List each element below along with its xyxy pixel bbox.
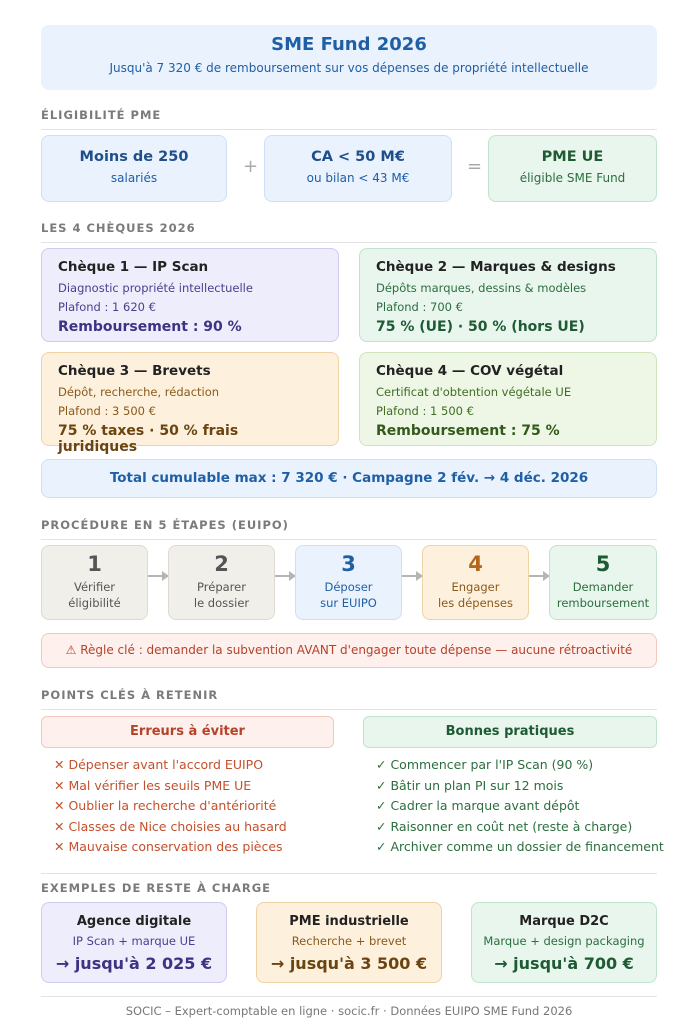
cheque-desc: Dépôts marques, dessins & modèles: [376, 281, 587, 295]
example-card-industrial: [256, 902, 442, 983]
step-label-line2: remboursement: [556, 596, 650, 610]
header-banner: [41, 25, 657, 90]
step-number: 3: [341, 552, 356, 576]
example-title: Agence digitale: [76, 914, 192, 929]
section-title-cheques: LES 4 CHÈQUES 2026: [41, 221, 657, 243]
step-label-line2: les dépenses: [437, 596, 513, 610]
example-title: Marque D2C: [519, 914, 609, 929]
example-card-agency: [41, 902, 227, 983]
step-label-line2: sur EUIPO: [320, 596, 377, 610]
good-practices-header: Bonnes pratiques: [363, 716, 657, 748]
list-item: ✓ Cadrer la marque avant dépôt: [376, 798, 580, 813]
arrow-icon: [402, 575, 422, 577]
cheque-title: Chèque 3 — Brevets: [58, 363, 211, 379]
eligibility-turnover-title: CA < 50 M€: [311, 149, 405, 165]
cheque-title: Chèque 1 — IP Scan: [58, 259, 209, 275]
cheque-card-trademarks: [359, 248, 657, 342]
step-label-line1: Vérifier: [73, 580, 116, 594]
cheque-title: Chèque 2 — Marques & designs: [376, 259, 616, 275]
section-title-examples: EXEMPLES DE RESTE À CHARGE: [41, 881, 272, 895]
example-value: → jusqu'à 2 025 €: [55, 954, 213, 973]
cheque-card-ip-scan: [41, 248, 339, 342]
cheque-desc: Certificat d'obtention végétale UE: [376, 385, 572, 399]
eligibility-turnover-sub: ou bilan < 43 M€: [306, 171, 410, 185]
cheque-rate: 75 % (UE) · 50 % (hors UE): [376, 319, 585, 335]
cheque-rate: Remboursement : 90 %: [58, 319, 242, 335]
example-sub: Recherche + brevet: [291, 934, 407, 948]
eligibility-result-box: [488, 135, 657, 202]
cheque-cap: Plafond : 1 500 €: [376, 404, 474, 418]
step-number: 2: [214, 552, 229, 576]
step-2: [168, 545, 275, 620]
list-item: ✓ Archiver comme un dossier de financement: [376, 839, 664, 854]
cheque-desc: Diagnostic propriété intellectuelle: [58, 281, 253, 295]
eligibility-result-title: PME UE: [541, 149, 604, 165]
footer: SOCIC – Expert-comptable en ligne · socic.fr · Données EUIPO SME Fund 2026: [41, 996, 657, 1018]
section-title-eligibility: ÉLIGIBILITÉ PME: [41, 108, 657, 130]
total-banner: Total cumulable max : 7 320 € · Campagne 2 fév. → 4 déc. 2026: [41, 459, 657, 498]
list-item: ✓ Commencer par l'IP Scan (90 %): [376, 757, 594, 772]
step-label-line2: le dossier: [193, 596, 250, 610]
cheque-rate: Remboursement : 75 %: [376, 423, 560, 439]
errors-list: [54, 755, 287, 858]
step-4: [422, 545, 529, 620]
example-card-d2c: [471, 902, 657, 983]
arrow-icon: [148, 575, 168, 577]
list-item: ✓ Raisonner en coût net (reste à charge): [376, 818, 633, 834]
example-sub: Marque + design packaging: [483, 934, 645, 948]
page-title: SME Fund 2026: [271, 34, 427, 55]
list-item: ✕ Mal vérifier les seuils PME UE: [54, 777, 252, 793]
cheque-card-plant-variety: [359, 352, 657, 446]
list-item: ✕ Classes de Nice choisies au hasard: [54, 818, 287, 834]
list-item: ✕ Oublier la recherche d'antériorité: [54, 798, 277, 813]
eligibility-employees-sub: salariés: [110, 171, 158, 185]
cheque-title: Chèque 4 — COV végétal: [376, 363, 564, 379]
example-sub: IP Scan + marque UE: [72, 934, 196, 948]
page-subtitle: Jusqu'à 7 320 € de remboursement sur vos dépenses de propriété intellectuelle: [109, 61, 589, 75]
step-number: 5: [595, 552, 611, 576]
step-3: [295, 545, 402, 620]
cheque-cap: Plafond : 700 €: [376, 300, 463, 314]
list-item: ✕ Dépenser avant l'accord EUIPO: [54, 757, 264, 772]
example-title: PME industrielle: [289, 914, 409, 929]
step-label-line1: Demander: [572, 580, 634, 594]
step-5: [549, 545, 657, 620]
step-number: 1: [87, 552, 102, 576]
equals-operator: =: [467, 156, 483, 177]
eligibility-employees-title: Moins de 250: [79, 149, 189, 165]
cheque-cap: Plafond : 3 500 €: [58, 404, 156, 418]
arrow-icon: [529, 575, 549, 577]
good-practices-list: [376, 755, 664, 858]
list-item: ✕ Mauvaise conservation des pièces: [54, 839, 283, 854]
plus-operator: +: [243, 156, 259, 177]
step-1: [41, 545, 148, 620]
eligibility-employees-box: [41, 135, 227, 202]
cheque-desc: Dépôt, recherche, rédaction: [58, 385, 220, 399]
cheque-cap: Plafond : 1 620 €: [58, 300, 156, 314]
section-title-key-points: POINTS CLÉS À RETENIR: [41, 688, 657, 710]
step-label-line1: Engager: [451, 580, 500, 594]
step-label-line1: Préparer: [197, 580, 246, 594]
list-item: ✓ Bâtir un plan PI sur 12 mois: [376, 777, 564, 793]
section-title-procedure: PROCÉDURE EN 5 ÉTAPES (EUIPO): [41, 518, 657, 540]
divider: [41, 873, 657, 874]
cheque-rate: 75 % taxes · 50 % frais juridiques: [58, 423, 239, 455]
eligibility-turnover-box: [264, 135, 452, 202]
arrow-icon: [275, 575, 295, 577]
errors-header: Erreurs à éviter: [41, 716, 334, 748]
example-value: → jusqu'à 700 €: [494, 954, 634, 973]
step-label-line2: éligibilité: [68, 596, 121, 610]
cheque-card-patents: [41, 352, 339, 455]
step-label-line1: Déposer: [324, 580, 373, 594]
example-value: → jusqu'à 3 500 €: [270, 954, 428, 973]
step-number: 4: [468, 552, 483, 576]
eligibility-result-sub: éligible SME Fund: [519, 171, 626, 185]
key-rule-warning: ⚠ Règle clé : demander la subvention AVANT d'engager toute dépense — aucune rétroactivité: [41, 633, 657, 668]
